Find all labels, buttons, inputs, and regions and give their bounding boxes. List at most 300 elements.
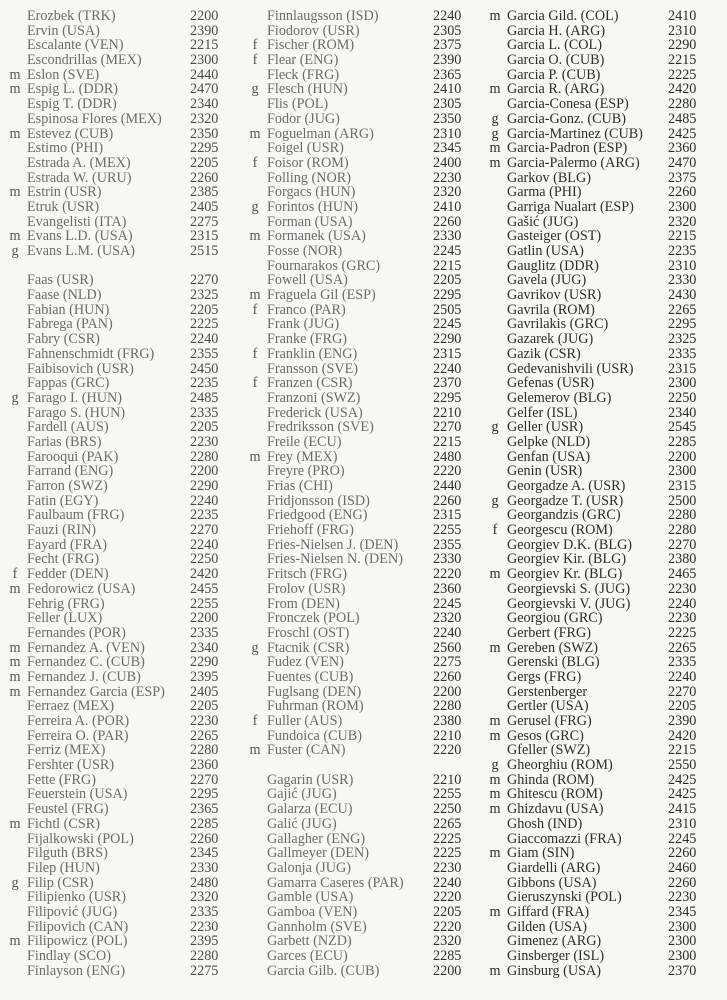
player-rating: 2205 bbox=[190, 698, 219, 715]
player-rating: 2220 bbox=[433, 463, 462, 480]
player-entry bbox=[246, 259, 486, 274]
player-entry bbox=[6, 420, 246, 435]
player-entry bbox=[246, 53, 486, 68]
player-title: m bbox=[9, 184, 21, 201]
player-rating: 2225 bbox=[433, 845, 462, 862]
player-title: f bbox=[12, 566, 18, 583]
player-rating: 2215 bbox=[668, 228, 697, 245]
player-entry bbox=[486, 597, 727, 612]
player-name: Fleck (FRG) bbox=[267, 66, 340, 83]
player-rating: 2260 bbox=[668, 845, 697, 862]
player-rating: 2450 bbox=[190, 360, 219, 377]
player-name: Ervin (USA) bbox=[27, 22, 100, 39]
player-rating: 2505 bbox=[433, 301, 462, 318]
player-entry bbox=[6, 68, 246, 83]
player-entry bbox=[6, 949, 246, 964]
player-entry bbox=[6, 347, 246, 362]
player-entry bbox=[246, 332, 486, 347]
player-name: Gazarek (JUG) bbox=[507, 331, 594, 348]
player-rating: 2240 bbox=[668, 668, 697, 685]
player-name: Etruk (USR) bbox=[27, 198, 100, 215]
player-entry bbox=[246, 303, 486, 318]
player-name: Gelemerov (BLG) bbox=[507, 389, 612, 406]
player-title: g bbox=[11, 389, 19, 406]
player-entry bbox=[246, 508, 486, 523]
player-rating: 2360 bbox=[668, 140, 697, 157]
player-name: Fernandez J. (CUB) bbox=[27, 668, 141, 685]
player-entry bbox=[486, 68, 727, 83]
player-name: Farron (SWZ) bbox=[27, 478, 108, 494]
player-name: Georgandzis (GRC) bbox=[507, 507, 621, 524]
player-entry bbox=[6, 611, 246, 626]
player-title: f bbox=[252, 345, 258, 362]
player-entry bbox=[486, 729, 727, 744]
player-rating: 2250 bbox=[190, 551, 219, 568]
player-rating: 2200 bbox=[190, 8, 219, 24]
player-title: m bbox=[9, 81, 21, 98]
player-name: Gauglitz (DDR) bbox=[507, 257, 599, 274]
player-entry bbox=[6, 450, 246, 465]
player-name: Feller (LUX) bbox=[27, 610, 103, 627]
player-name: Espig L. (DDR) bbox=[27, 81, 119, 98]
player-entry bbox=[246, 861, 486, 876]
player-entry bbox=[486, 127, 727, 142]
player-entry bbox=[6, 53, 246, 68]
player-entry bbox=[246, 699, 486, 714]
player-entry bbox=[246, 24, 486, 39]
player-rating: 2230 bbox=[668, 610, 697, 627]
player-entry bbox=[486, 259, 727, 274]
player-entry bbox=[6, 876, 246, 891]
player-title: m bbox=[9, 933, 21, 950]
player-name: Gavrikov (USR) bbox=[507, 287, 602, 304]
player-entry bbox=[6, 317, 246, 332]
player-rating: 2300 bbox=[668, 933, 697, 950]
player-rating: 2315 bbox=[433, 507, 462, 524]
player-entry bbox=[246, 611, 486, 626]
player-entry bbox=[486, 567, 727, 582]
player-entry bbox=[6, 376, 246, 391]
player-name: Georgadze T. (USR) bbox=[507, 492, 624, 509]
player-name: Ginsburg (USA) bbox=[507, 962, 601, 979]
player-entry bbox=[486, 861, 727, 876]
player-title: f bbox=[252, 154, 258, 171]
player-rating: 2410 bbox=[433, 198, 462, 215]
player-name: Franco (PAR) bbox=[267, 301, 346, 318]
player-name: Finlayson (ENG) bbox=[27, 962, 126, 979]
player-title: m bbox=[489, 801, 501, 818]
player-name: Gatlin (USA) bbox=[507, 243, 584, 259]
player-entry bbox=[246, 934, 486, 949]
player-rating: 2325 bbox=[190, 287, 219, 304]
player-rating: 2300 bbox=[668, 918, 697, 935]
player-rating: 2255 bbox=[433, 786, 462, 803]
player-name: Ferreira O. (PAR) bbox=[27, 727, 129, 744]
player-rating: 2240 bbox=[433, 624, 462, 641]
player-rating: 2295 bbox=[190, 140, 219, 157]
player-title: f bbox=[252, 713, 258, 729]
player-entry bbox=[246, 802, 486, 817]
player-rating: 2300 bbox=[668, 375, 697, 392]
player-rating: 2345 bbox=[668, 903, 697, 920]
player-name: Fowell (USA) bbox=[267, 272, 348, 289]
player-rating: 2225 bbox=[433, 830, 462, 847]
player-name: Garces (ECU) bbox=[267, 948, 348, 964]
player-rating: 2295 bbox=[433, 389, 462, 406]
player-rating: 2200 bbox=[190, 610, 219, 627]
player-entry bbox=[6, 464, 246, 479]
player-name: Gamarra Caseres (PAR) bbox=[267, 874, 404, 891]
player-rating: 2230 bbox=[190, 433, 219, 450]
player-name: Estimo (PHI) bbox=[27, 140, 104, 157]
player-rating: 2440 bbox=[190, 66, 219, 83]
player-entry bbox=[246, 317, 486, 332]
player-name: Franzen (CSR) bbox=[267, 375, 353, 392]
player-title: g bbox=[251, 639, 259, 656]
player-name: Garcia O. (CUB) bbox=[507, 52, 605, 69]
player-name: Gajić (JUG) bbox=[267, 786, 337, 803]
player-rating: 2300 bbox=[190, 52, 219, 69]
player-entry bbox=[246, 773, 486, 788]
player-name: Giffard (FRA) bbox=[507, 903, 590, 920]
player-title: m bbox=[249, 742, 261, 759]
player-entry bbox=[486, 494, 727, 509]
player-name: Foguelman (ARG) bbox=[267, 125, 374, 142]
player-entry bbox=[486, 714, 727, 729]
player-rating: 2280 bbox=[668, 96, 697, 113]
player-entry bbox=[6, 508, 246, 523]
player-name: Garcia P. (CUB) bbox=[507, 66, 601, 83]
player-name: Fernandez Garcia (ESP) bbox=[27, 683, 165, 700]
player-entry bbox=[486, 215, 727, 230]
player-name: Escalante (VEN) bbox=[27, 37, 124, 54]
player-title: g bbox=[251, 198, 259, 215]
player-rating: 2335 bbox=[668, 345, 697, 362]
player-name: Foisor (ROM) bbox=[267, 154, 349, 171]
player-title: m bbox=[9, 815, 21, 832]
player-title: m bbox=[489, 639, 501, 656]
player-name: Feustel (FRG) bbox=[27, 801, 109, 818]
player-entry bbox=[6, 9, 246, 24]
player-entry bbox=[246, 435, 486, 450]
player-name: Fichtl (CSR) bbox=[27, 815, 100, 832]
player-rating: 2270 bbox=[190, 272, 219, 289]
player-name: Georgiev D.K. (BLG) bbox=[507, 536, 633, 553]
player-name: Faibisovich (USR) bbox=[27, 360, 134, 377]
player-name: Fodor (JUG) bbox=[267, 110, 340, 127]
player-entry bbox=[486, 347, 727, 362]
player-rating: 2300 bbox=[668, 948, 697, 964]
player-entry bbox=[6, 406, 246, 421]
player-name: Fardell (AUS) bbox=[27, 419, 109, 436]
player-rating: 2265 bbox=[668, 639, 697, 656]
player-rating: 2240 bbox=[190, 331, 219, 348]
player-name: Fernandes (POR) bbox=[27, 624, 126, 641]
player-name: Ginsberger (ISL) bbox=[507, 948, 605, 964]
player-title: g bbox=[251, 81, 259, 98]
player-entry bbox=[486, 200, 727, 215]
player-entry bbox=[6, 141, 246, 156]
player-entry bbox=[6, 24, 246, 39]
player-rating: 2470 bbox=[190, 81, 219, 98]
player-name: Fahnenschmidt (FRG) bbox=[27, 345, 155, 362]
player-name: Garcia Gilb. (CUB) bbox=[267, 962, 380, 979]
player-name: Gelpke (NLD) bbox=[507, 433, 591, 450]
player-entry bbox=[6, 670, 246, 685]
player-title: m bbox=[9, 580, 21, 597]
player-name: Friehoff (FRG) bbox=[267, 522, 354, 539]
player-name: Folling (NOR) bbox=[267, 169, 351, 186]
player-title: m bbox=[489, 845, 501, 862]
player-entry bbox=[6, 817, 246, 832]
player-entry bbox=[6, 699, 246, 714]
player-name: Gallagher (ENG) bbox=[267, 830, 366, 847]
player-name: Frederick (USA) bbox=[267, 404, 363, 421]
player-name: Fuglsang (DEN) bbox=[267, 683, 362, 700]
player-entry bbox=[486, 317, 727, 332]
player-entry bbox=[6, 479, 246, 494]
player-name: Flear (ENG) bbox=[267, 52, 339, 69]
player-title: g bbox=[491, 757, 499, 774]
player-entry bbox=[6, 523, 246, 538]
player-entry bbox=[486, 670, 727, 685]
player-entry bbox=[486, 376, 727, 391]
player-rating: 2425 bbox=[668, 125, 697, 142]
player-entry bbox=[6, 171, 246, 186]
player-title: f bbox=[492, 522, 498, 539]
player-entry bbox=[486, 450, 727, 465]
player-rating: 2345 bbox=[433, 140, 462, 157]
player-rating: 2420 bbox=[668, 81, 697, 98]
player-name: Faase (NLD) bbox=[27, 287, 102, 304]
player-rating: 2285 bbox=[668, 433, 697, 450]
player-name: Evangelisti (ITA) bbox=[27, 213, 127, 230]
player-rating: 2370 bbox=[668, 962, 697, 979]
player-rating: 2245 bbox=[668, 830, 697, 847]
player-entry bbox=[486, 464, 727, 479]
player-rating: 2390 bbox=[668, 713, 697, 729]
player-entry bbox=[246, 376, 486, 391]
player-entry bbox=[246, 200, 486, 215]
player-rating: 2285 bbox=[433, 948, 462, 964]
player-name: Ghosh (IND) bbox=[507, 815, 583, 832]
player-rating: 2290 bbox=[433, 331, 462, 348]
player-name: Fedorowicz (USA) bbox=[27, 580, 136, 597]
player-entry bbox=[6, 846, 246, 861]
player-name: Filipovich (CAN) bbox=[27, 918, 129, 935]
player-entry bbox=[6, 156, 246, 171]
player-entry bbox=[6, 832, 246, 847]
column-2 bbox=[246, 9, 486, 978]
player-entry bbox=[246, 846, 486, 861]
player-name: Gasteiger (OST) bbox=[507, 228, 602, 245]
player-rating: 2215 bbox=[433, 433, 462, 450]
player-name: Fette (FRG) bbox=[27, 771, 96, 788]
player-rating: 2320 bbox=[668, 213, 697, 230]
player-rating: 2200 bbox=[433, 683, 462, 700]
player-name: Espig T. (DDR) bbox=[27, 96, 117, 113]
player-rating: 2260 bbox=[433, 668, 462, 685]
player-rating: 2485 bbox=[190, 389, 219, 406]
player-entry bbox=[6, 905, 246, 920]
player-entry bbox=[486, 406, 727, 421]
player-title: m bbox=[9, 683, 21, 700]
player-entry bbox=[486, 229, 727, 244]
player-rating: 2355 bbox=[190, 345, 219, 362]
player-rating: 2200 bbox=[668, 448, 697, 465]
player-title: m bbox=[489, 140, 501, 157]
player-rating: 2335 bbox=[190, 624, 219, 641]
player-rating: 2415 bbox=[668, 801, 697, 818]
player-entry bbox=[246, 523, 486, 538]
player-name: Gallmeyer (DEN) bbox=[267, 845, 370, 862]
player-rating: 2300 bbox=[668, 198, 697, 215]
player-name: Georgiev Kir. (BLG) bbox=[507, 551, 627, 568]
player-rating: 2270 bbox=[433, 419, 462, 436]
player-entry bbox=[246, 876, 486, 891]
player-name: Garcia-Martinez (CUB) bbox=[507, 125, 643, 142]
player-name: Flis (POL) bbox=[267, 96, 329, 113]
player-name: Forman (USA) bbox=[267, 213, 353, 230]
player-name: Filip (CSR) bbox=[27, 874, 94, 891]
player-rating: 2290 bbox=[190, 654, 219, 671]
player-entry bbox=[486, 24, 727, 39]
player-entry bbox=[246, 597, 486, 612]
player-entry bbox=[246, 552, 486, 567]
player-name: Garcia Gild. (COL) bbox=[507, 8, 619, 24]
player-name: Friedgood (ENG) bbox=[267, 507, 368, 524]
player-rating: 2240 bbox=[433, 360, 462, 377]
player-name: Gefenas (USR) bbox=[507, 375, 595, 392]
player-name: Gerstenberger bbox=[507, 683, 588, 700]
player-name: Georgievski V. (JUG) bbox=[507, 595, 631, 612]
player-name: Giaccomazzi (FRA) bbox=[507, 830, 622, 847]
player-name: Georgiev Kr. (BLG) bbox=[507, 566, 623, 583]
player-entry bbox=[6, 861, 246, 876]
player-entry bbox=[486, 171, 727, 186]
player-entry bbox=[6, 714, 246, 729]
player-name: Fatin (EGY) bbox=[27, 492, 99, 509]
player-entry bbox=[246, 743, 486, 758]
player-name: Evans L.D. (USA) bbox=[27, 228, 133, 245]
player-title: f bbox=[252, 37, 258, 54]
player-rating: 2360 bbox=[433, 580, 462, 597]
player-rating: 2310 bbox=[668, 257, 697, 274]
player-entry bbox=[246, 347, 486, 362]
player-title: m bbox=[489, 713, 501, 729]
player-entry bbox=[6, 200, 246, 215]
player-entry bbox=[246, 156, 486, 171]
player-name: Franzoni (SWZ) bbox=[267, 389, 361, 406]
player-entry bbox=[486, 9, 727, 24]
player-rating: 2335 bbox=[190, 903, 219, 920]
player-entry bbox=[6, 597, 246, 612]
player-entry bbox=[486, 876, 727, 891]
player-rating: 2275 bbox=[190, 962, 219, 979]
player-entry bbox=[6, 332, 246, 347]
player-rating: 2205 bbox=[190, 419, 219, 436]
player-rating: 2340 bbox=[190, 96, 219, 113]
player-rating: 2425 bbox=[668, 786, 697, 803]
player-entry bbox=[246, 38, 486, 53]
player-title: m bbox=[489, 727, 501, 744]
player-name: Fronczek (POL) bbox=[267, 610, 360, 627]
player-rating: 2340 bbox=[190, 639, 219, 656]
player-entry bbox=[486, 244, 727, 259]
player-name: Filipienko (USR) bbox=[27, 889, 126, 906]
player-name: Gertler (USA) bbox=[507, 698, 589, 715]
player-rating: 2365 bbox=[433, 66, 462, 83]
player-name: Fedder (DEN) bbox=[27, 566, 109, 583]
player-name: Fernandez A. (VEN) bbox=[27, 639, 145, 656]
player-entry bbox=[486, 743, 727, 758]
player-entry bbox=[486, 611, 727, 626]
player-rating: 2315 bbox=[190, 228, 219, 245]
player-name: Gelfer (ISL) bbox=[507, 404, 578, 421]
player-name: Forgacs (HUN) bbox=[267, 184, 356, 201]
player-name: Froschl (OST) bbox=[267, 624, 350, 641]
player-title: m bbox=[9, 228, 21, 245]
player-entry bbox=[246, 464, 486, 479]
player-entry bbox=[246, 420, 486, 435]
player-entry bbox=[486, 773, 727, 788]
player-name: Gheorghiu (ROM) bbox=[507, 757, 613, 774]
player-rating: 2235 bbox=[668, 243, 697, 259]
player-name: Gašić (JUG) bbox=[507, 213, 579, 230]
player-name: Fournarakos (GRC) bbox=[267, 257, 381, 274]
player-title: g bbox=[491, 125, 499, 142]
player-name: Fuhrman (ROM) bbox=[267, 698, 364, 715]
player-rating: 2405 bbox=[190, 198, 219, 215]
player-name: Fecht (FRG) bbox=[27, 551, 100, 568]
player-name: Evans L.M. (USA) bbox=[27, 243, 135, 259]
player-name: Fransson (SVE) bbox=[267, 360, 359, 377]
player-name: Franke (FRG) bbox=[267, 331, 347, 348]
player-entry bbox=[246, 185, 486, 200]
player-rating: 2280 bbox=[190, 948, 219, 964]
player-entry bbox=[486, 817, 727, 832]
player-name: Gergs (FRG) bbox=[507, 668, 582, 685]
player-name: Galarza (ECU) bbox=[267, 801, 353, 818]
column-3 bbox=[486, 9, 727, 978]
player-name: Espinosa Flores (MEX) bbox=[27, 110, 162, 127]
player-rating: 2275 bbox=[433, 654, 462, 671]
player-rating: 2230 bbox=[433, 859, 462, 876]
player-rating: 2350 bbox=[433, 110, 462, 127]
player-rating: 2215 bbox=[190, 37, 219, 54]
player-rating: 2440 bbox=[433, 478, 462, 494]
player-name: Gieruszynski (POL) bbox=[507, 889, 622, 906]
player-name: Garcia-Padron (ESP) bbox=[507, 140, 628, 157]
player-title: m bbox=[489, 786, 501, 803]
player-entry bbox=[6, 538, 246, 553]
player-name: Fuller (AUS) bbox=[267, 713, 343, 729]
player-entry bbox=[486, 920, 727, 935]
player-rating: 2245 bbox=[433, 243, 462, 259]
player-rating: 2230 bbox=[668, 889, 697, 906]
player-title: m bbox=[489, 154, 501, 171]
player-name: Farago S. (HUN) bbox=[27, 404, 126, 421]
player-rating: 2375 bbox=[433, 37, 462, 54]
player-name: Gavrila (ROM) bbox=[507, 301, 595, 318]
player-entry bbox=[6, 934, 246, 949]
player-rating: 2480 bbox=[433, 448, 462, 465]
player-name: Gamboa (VEN) bbox=[267, 903, 358, 920]
player-entry bbox=[246, 229, 486, 244]
player-rating: 2265 bbox=[190, 727, 219, 744]
player-entry bbox=[486, 185, 727, 200]
player-name: Ferraez (MEX) bbox=[27, 698, 115, 715]
